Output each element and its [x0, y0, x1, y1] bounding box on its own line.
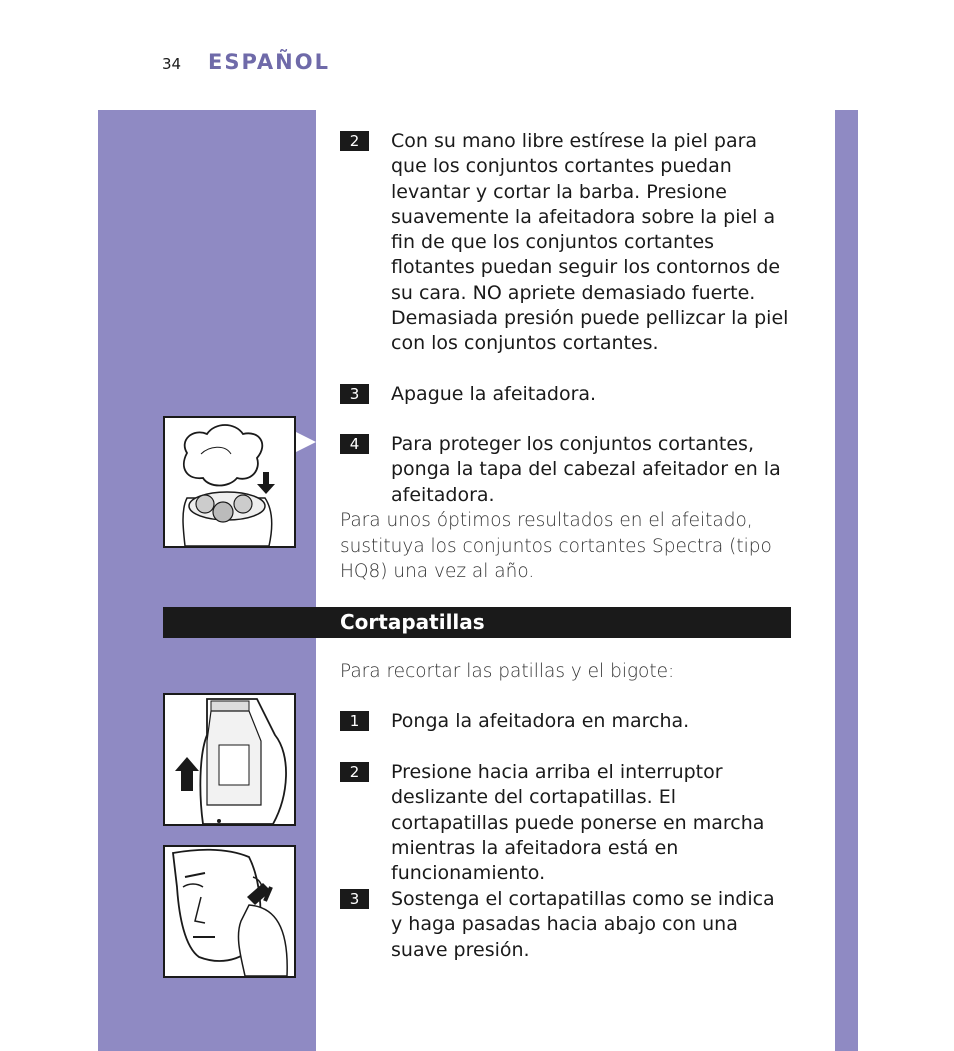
- step-number: 1: [340, 711, 369, 731]
- shaver-cap-icon: [165, 418, 294, 546]
- step-text: Con su mano libre estírese la piel para que los conjuntos cortantes puedan levantar y cortar la barba. Presione suavemente la afeitadora sobre la piel a fin de que los conjuntos cortantes flotantes puedan seguir los contornos de su cara. NO apriete demasiado fuerte. Demasiada presión puede pellizcar la piel con los conjuntos cortantes.: [391, 130, 789, 355]
- step-3: [340, 382, 790, 407]
- right-accent-band: [835, 110, 858, 1051]
- language-heading: ESPAÑOL: [208, 50, 330, 74]
- trimmer-slide-figure: [163, 693, 296, 826]
- trimmer-use-figure: [163, 845, 296, 978]
- step-text: Apague la afeitadora.: [391, 383, 597, 405]
- step-number: 2: [340, 131, 369, 151]
- page-number: 34: [162, 55, 182, 73]
- section-intro: Para recortar las patillas y el bigote:: [340, 661, 675, 682]
- step-number: 4: [340, 434, 369, 454]
- trimmer-use-icon: [165, 847, 294, 976]
- trimmer-step-3: [340, 887, 790, 963]
- trimmer-step-2: [340, 760, 790, 886]
- trimmer-step-1: [340, 709, 790, 734]
- step-text: Para proteger los conjuntos cortantes, ponga la tapa del cabezal afeitador en la afeitadora.: [391, 433, 781, 506]
- tip-note: Para unos óptimos resultados en el afeitado, sustituya los conjuntos cortantes Spectra (tipo HQ8) una vez al año.: [340, 510, 772, 582]
- step-4: [340, 432, 790, 508]
- section-title: Cortapatillas: [340, 610, 485, 634]
- shaver-cap-figure: [163, 416, 296, 548]
- step-number: 2: [340, 762, 369, 782]
- step-number: 3: [340, 384, 369, 404]
- step-text: Presione hacia arriba el interruptor deslizante del cortapatillas. El cortapatillas puede ponerse en marcha mientras la afeitadora está en funcionamiento.: [391, 761, 765, 885]
- figure-pointer: [296, 432, 316, 452]
- step-number: 3: [340, 889, 369, 909]
- trimmer-slide-icon: [165, 695, 294, 824]
- step-text: Ponga la afeitadora en marcha.: [391, 710, 690, 732]
- step-2: [340, 129, 790, 357]
- step-text: Sostenga el cortapatillas como se indica y haga pasadas hacia abajo con una suave presión.: [391, 888, 775, 961]
